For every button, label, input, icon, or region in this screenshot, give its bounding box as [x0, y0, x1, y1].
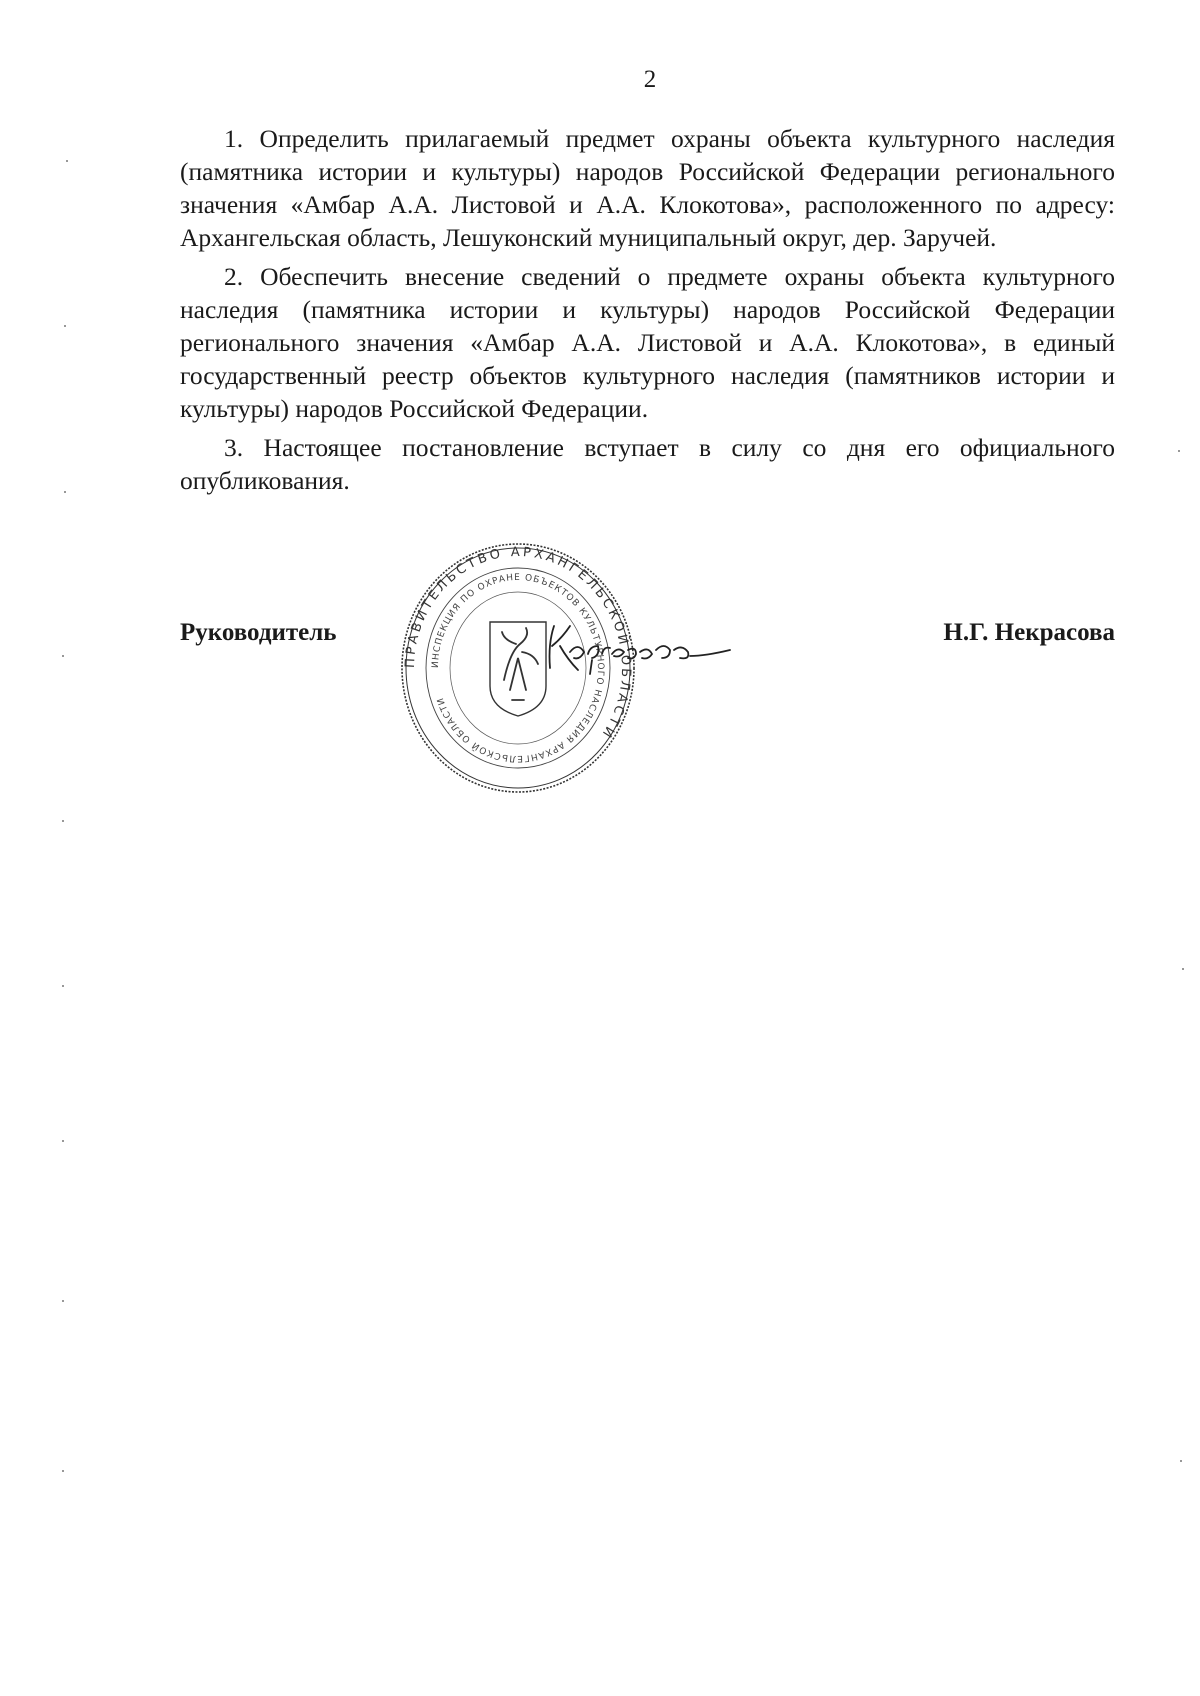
scan-speck [64, 325, 66, 327]
paragraph-3: 3. Настоящее постановление вступает в силу со дня его официального опубликования. [180, 433, 1115, 495]
scan-speck [1178, 450, 1180, 452]
document-body [180, 122, 1115, 503]
page-number: 2 [643, 66, 657, 93]
scan-speck [62, 985, 64, 987]
svg-text:ПРАВИТЕЛЬСТВО АРХАНГЕЛЬСКОЙ ОБ: ПРАВИТЕЛЬСТВО АРХАНГЕЛЬСКОЙ ОБЛАСТИ [402, 544, 634, 743]
scan-speck [62, 1300, 64, 1302]
paragraph-1: 1. Определить прилагаемый предмет охраны объекта культурного наследия (памятника истории и культуры) народов Российской Федерации регионального значения «Амбар А.А. Листовой и А.А. Клокотова», расположенного по адресу: Архангельская область, Лешуконский муниципальный округ, дер. Заручей. [180, 124, 1115, 252]
signatory-name: Н.Г. Некрасова [943, 619, 1115, 646]
scan-speck [62, 1470, 64, 1472]
signatory-role: Руководитель [180, 619, 337, 646]
scan-speck [62, 1140, 64, 1142]
scan-speck [64, 491, 66, 493]
scan-speck [1182, 968, 1184, 970]
scan-speck [66, 160, 68, 162]
scan-speck [62, 820, 64, 822]
signature-block [180, 540, 1115, 800]
scan-speck [62, 655, 64, 657]
scan-speck [1180, 1460, 1182, 1462]
handwritten-signature [540, 616, 740, 676]
paragraph-2: 2. Обеспечить внесение сведений о предмете охраны объекта культурного наследия (памятника истории и культуры) народов Российской Федерации регионального значения «Амбар А.А. Листовой и А.А. Клокотова», в единый государственный реестр объектов культурного наследия (памятников истории и культуры) народов Российской Федерации. [180, 262, 1115, 423]
svg-text:ИНСПЕКЦИЯ ПО ОХРАНЕ ОБЪЕКТОВ К: ИНСПЕКЦИЯ ПО ОХРАНЕ ОБЪЕКТОВ КУЛЬТУРНОГО НАСЛЕДИЯ АРХАНГЕЛЬСКОЙ ОБЛАСТИ [430, 572, 606, 764]
